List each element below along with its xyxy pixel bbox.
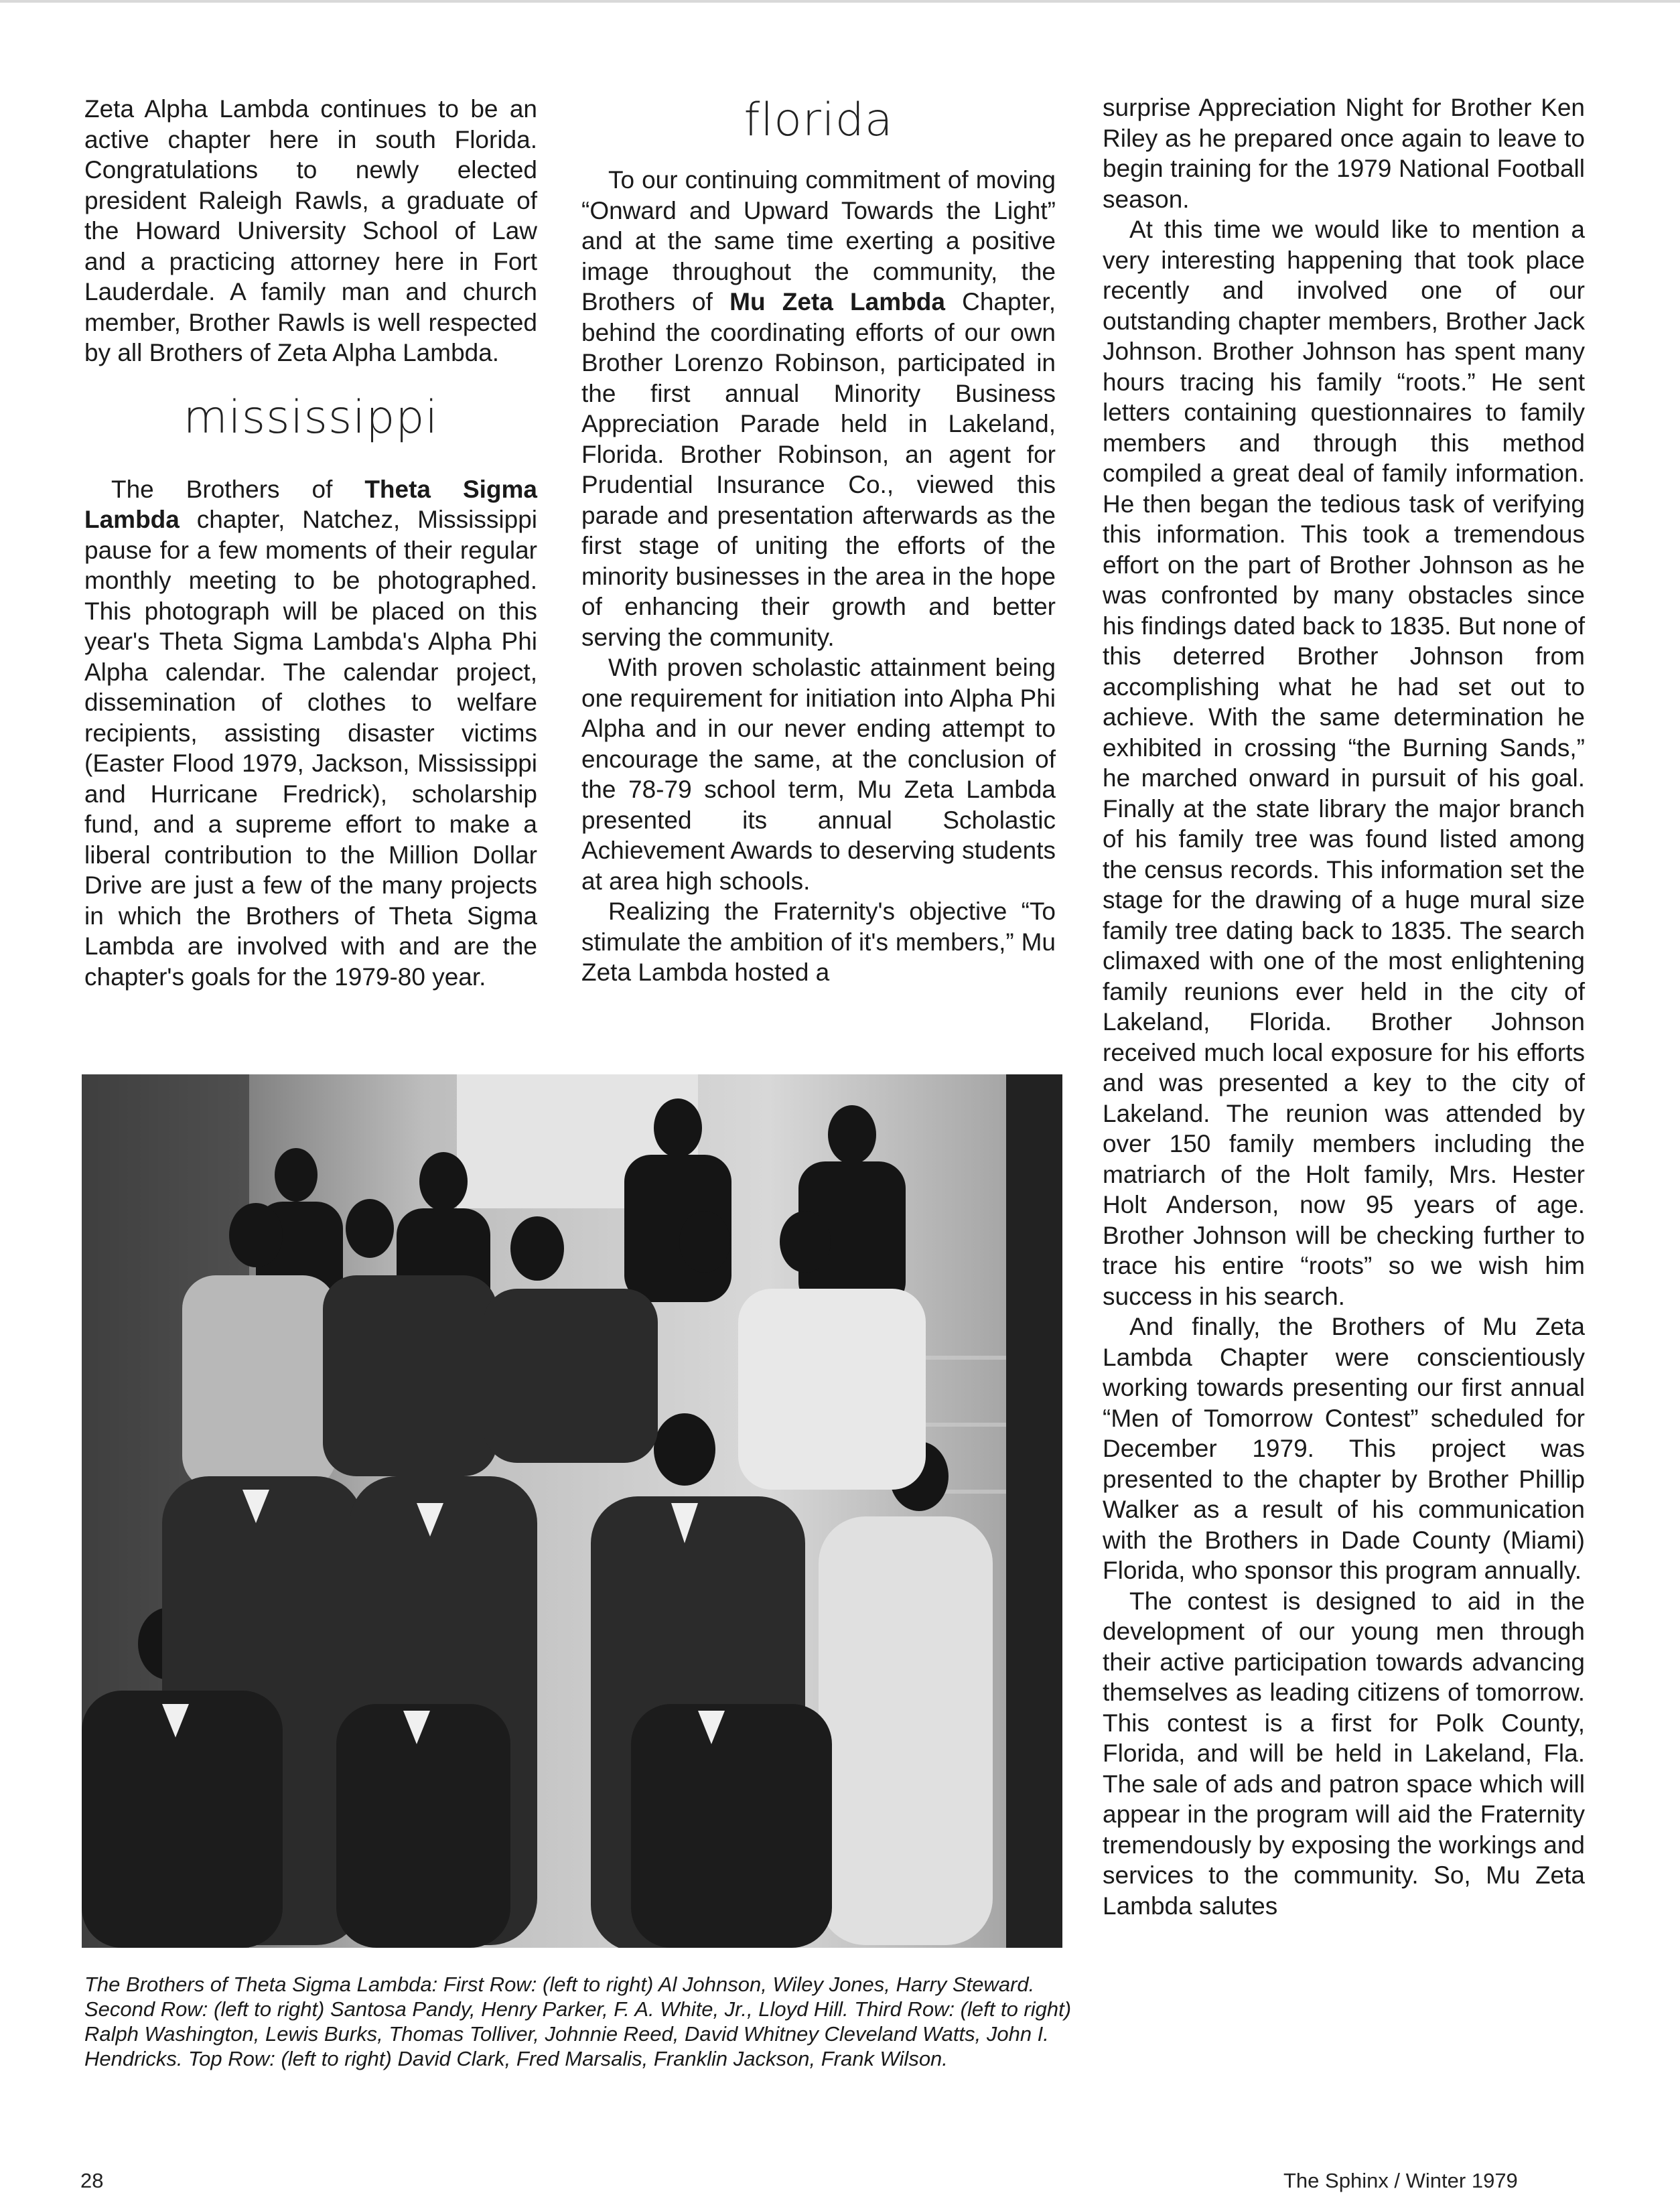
column-1 — [84, 94, 537, 992]
mu-zeta-lambda-paragraph-1: To our continuing commitment of moving “Onward and Upward Towards the Light” and at the same time exerting a positive image throughout the community, the Brothers of Mu Zeta Lambda Chapter, behind the coordinating efforts of our own Brother Lorenzo Robinson, participated in the first annual Minority Business Appreciation Parade held in Lakeland, Florida. Brother Robinson, an agent for Prudential Insurance Co., viewed this parade and presentation afterwards as the first stage of uniting the efforts of the minority businesses in the area in the hope of enhancing their growth and better serving the community. — [581, 166, 1056, 651]
continuation-paragraph: surprise Appreciation Night for Brother Ken Riley as he prepared once again to leave to begin training for the 1979 National Football season. — [1103, 94, 1585, 213]
mu-zeta-lambda-paragraph-2: With proven scholastic attainment being one requirement for initiation into Alpha Phi Alpha and in our never ending attempt to encourage the same, at the conclusion of the 78-79 school term, Mu Zeta Lambda presented its annual Scholastic Achievement Awards to deserving students at area high schools. — [581, 654, 1056, 895]
group-photo-illustration — [82, 1074, 1062, 1948]
running-footer: The Sphinx / Winter 1979 — [1283, 2169, 1518, 2192]
top-rule — [0, 0, 1680, 3]
chapter-name-bold: Mu Zeta Lambda — [729, 288, 945, 315]
photo-caption: The Brothers of Theta Sigma Lambda: First Row: (left to right) Al Johnson, Wiley Jones, Harry Steward. Second Row: (left to right) Santosa Pandy, Henry Parker, F. A. White, Jr., Lloyd Hill. Third Row: (left to right) Ralph Washington, Lewis Burks, Thomas Tolliver, Johnnie Reed, David Whitney Cleveland Watts, John I. Hendricks. Top Row: (left to right) David Clark, Fred Marsalis, Franklin Jackson, Frank Wilson. — [84, 1973, 1072, 2070]
section-heading-mississippi: mississippi — [183, 390, 439, 444]
group-photograph — [82, 1074, 1062, 1948]
contest-paragraph: The contest is designed to aid in the development of our young men through their active participation towards advancing themselves as leading citizens of tomorrow. This contest is a first for Polk County, Florida, and will be held in Lakeland, Fla. The sale of ads and patron space which will appear in the program will aid the Fraternity tremendously by exposing the workings and services to the community. So, Mu Zeta Lambda salutes — [1103, 1587, 1585, 1920]
mu-zeta-lambda-paragraph-3: Realizing the Fraternity's objective “To stimulate the ambition of it's members,” Mu Zeta Lambda hosted a — [581, 898, 1056, 986]
column-3 — [1103, 92, 1585, 1921]
page-number: 28 — [80, 2169, 104, 2192]
men-of-tomorrow-paragraph: And finally, the Brothers of Mu Zeta Lambda Chapter were conscientiously working towards presenting our first annual “Men of Tomorrow Contest” scheduled for December 1979. This project was presented to the chapter by Brother Phillip Walker as a result of his communication with the Brothers in Dade County (Miami) Florida, who sponsor this program annually. — [1103, 1313, 1585, 1584]
zeta-alpha-lambda-paragraph: Zeta Alpha Lambda continues to be an active chapter here in south Florida. Congratulations to newly elected president Raleigh Rawls, a graduate of the Howard University School of Law and a practicing attorney here in Fort Lauderdale. A family man and church member, Brother Rawls is well respected by all Brothers of Zeta Alpha Lambda. — [84, 95, 537, 366]
chapter-name-bold: Theta Sigma Lambda — [84, 475, 537, 533]
column-2 — [581, 94, 1056, 988]
theta-sigma-lambda-paragraph: The Brothers of Theta Sigma Lambda chapter, Natchez, Mississippi pause for a few moments of their regular monthly meeting to be photographed. This photograph will be placed on this year's Theta Sigma Lambda's Alpha Phi Alpha calendar. The calendar project, dissemination of clothes to welfare recipients, assisting disaster victims (Easter Flood 1979, Jackson, Mississippi and Hurricane Fredrick), scholarship fund, and a supreme effort to make a liberal contribution to the Million Dollar Drive are just a few of the many projects in which the Brothers of Theta Sigma Lambda are involved with and are the chapter's goals for the 1979-80 year. — [84, 475, 537, 991]
jack-johnson-paragraph: At this time we would like to mention a very interesting happening that took place recently and involved one of our outstanding chapter members, Brother Jack Johnson. Brother Johnson has spent many hours tracing his family “roots.” He sent letters containing questionnaires to family members and through this method compiled a great deal of family information. He then began the tedious task of verifying this information. This took a tremendous effort on the part of Brother Johnson as he was confronted by many obstacles since his findings dated back to 1835. But none of this deterred Brother Johnson from accomplishing what he had set out to achieve. With the same determination he exhibited in crossing “the Burning Sands,” he marched onward in pursuit of his goal. Finally at the state library the major branch of his family tree was found listed among the census records. This information set the stage for the drawing of a huge mural size family tree dating back to 1835. The search climaxed with one of the most enlightening family reunions ever held in the city of Lakeland, Florida. Brother Johnson received much local exposure for his efforts and was presented a key to the city of Lakeland. The reunion was attended by over 150 family members including the matriarch of the Holt family, Mrs. Hester Holt Anderson, now 95 years of age. Brother Johnson will be checking further to trace his entire “roots” so we wish him success in his search. — [1103, 216, 1585, 1310]
section-heading-florida: florida — [744, 94, 894, 147]
